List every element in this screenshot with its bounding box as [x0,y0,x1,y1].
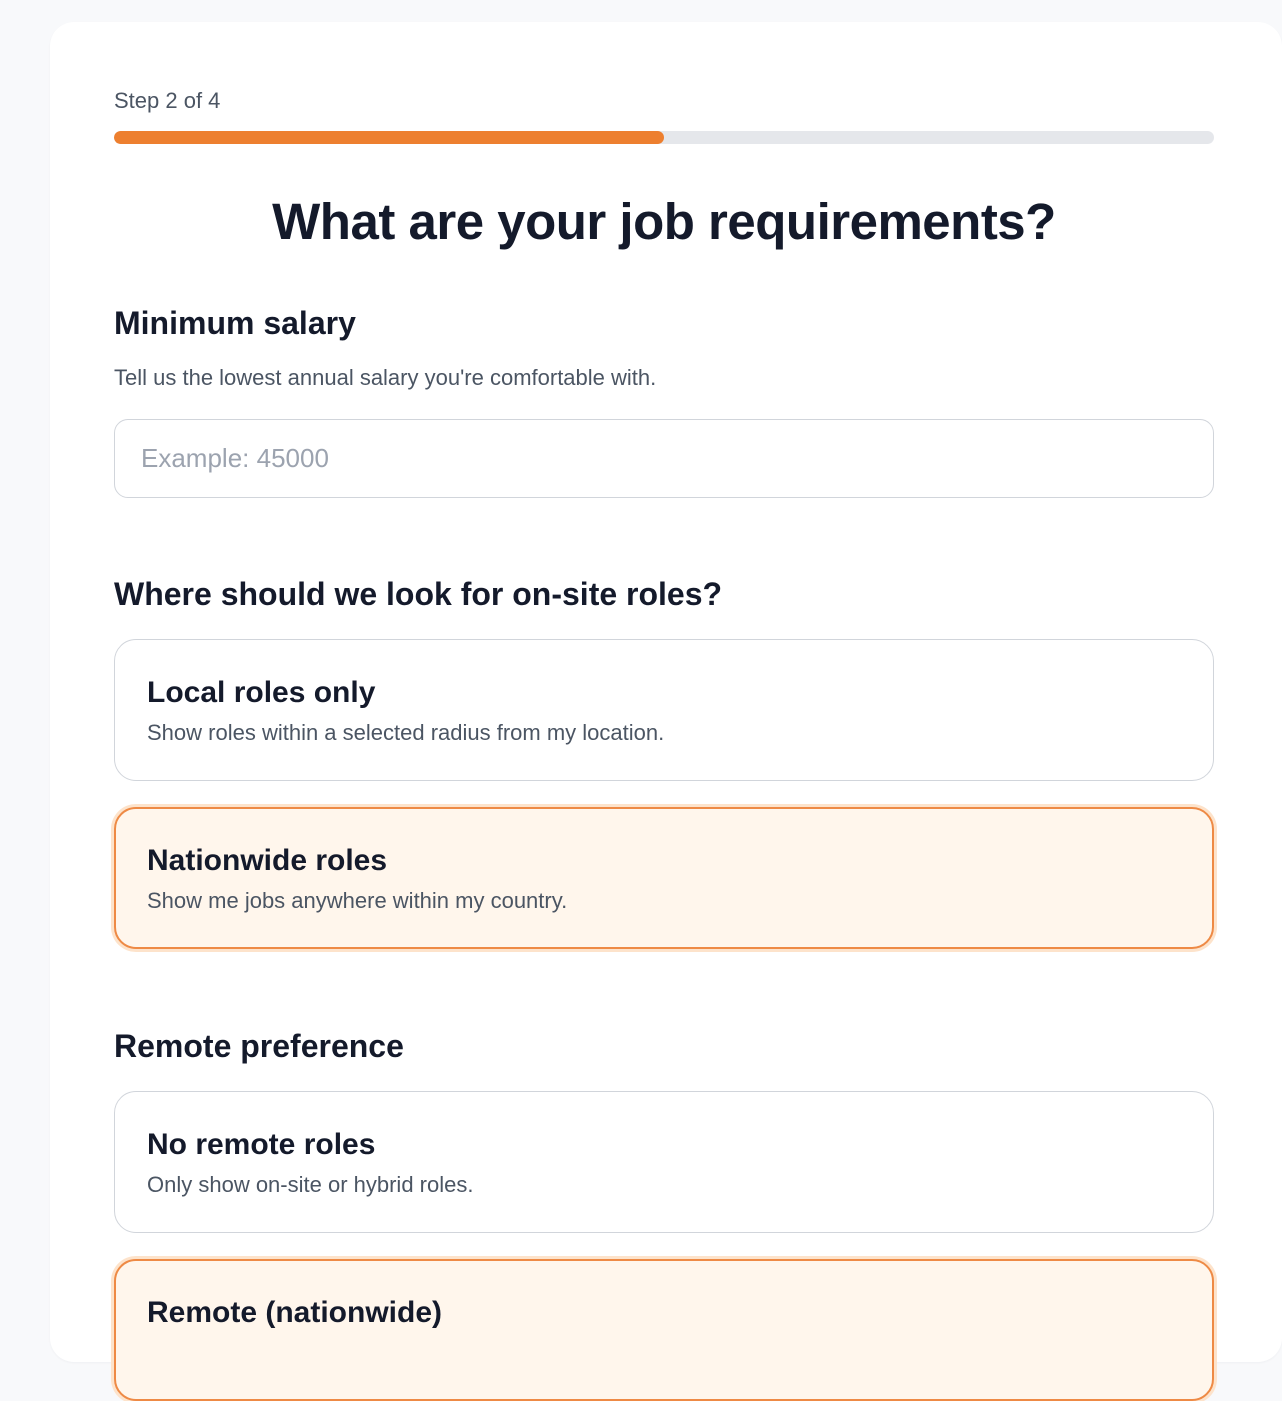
option-title: Remote (nationwide) [147,1296,443,1329]
option-title: Local roles only [147,676,376,709]
remote-heading: Remote preference [114,1028,404,1064]
option-title: No remote roles [147,1128,376,1161]
option-description: Show roles within a selected radius from my location. [147,720,665,745]
wizard-card [50,22,1282,1362]
progress-bar [114,131,1214,144]
option-description: Only show on-site or hybrid roles. [147,1172,474,1197]
option-local-roles[interactable] [114,639,1214,781]
option-description: Show me jobs anywhere within my country. [147,888,568,913]
option-remote-nationwide[interactable] [114,1259,1214,1401]
salary-helper-text: Tell us the lowest annual salary you're comfortable with. [114,365,657,390]
step-indicator: Step 2 of 4 [114,88,221,113]
option-nationwide-roles[interactable] [114,807,1214,949]
salary-heading: Minimum salary [114,305,356,341]
minimum-salary-input[interactable] [114,419,1214,498]
option-no-remote[interactable] [114,1091,1214,1233]
progress-bar-fill [114,131,664,144]
onsite-heading: Where should we look for on-site roles? [114,576,723,612]
option-title: Nationwide roles [147,844,388,877]
page-title: What are your job requirements? [272,193,1056,250]
